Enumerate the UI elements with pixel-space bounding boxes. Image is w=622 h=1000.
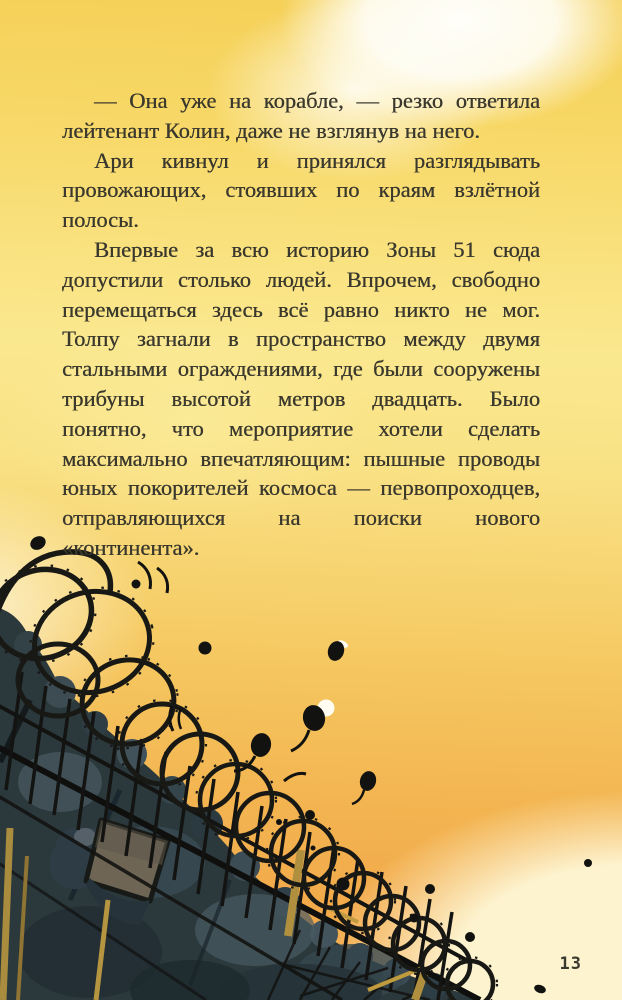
story-text xyxy=(62,86,540,563)
story-paragraph: — Она уже на корабле, — резко ответила лейтенант Колин, даже не взглянув на него. xyxy=(62,88,540,143)
fence-mesh xyxy=(268,930,430,1000)
crowd-silhouette xyxy=(0,608,480,1000)
gold-posts xyxy=(3,828,424,1000)
page-number: 13 xyxy=(559,954,582,974)
story-paragraph: Впервые за всю историю Зоны 51 сюда допустили столько людей. Впрочем, свободно перемещаться здесь всё равно никто не мог. Толпу загнали в пространство между двумя стальными ограждениями, где были сооружены трибуны высотой метров двадцать. Было понятно, что мероприятие хотели сделать максимально впечатляющим: пышные проводы юных покорителей космоса — первопроходцев, отправляющихся на поиски нового «континента». xyxy=(62,236,540,560)
protester-with-sign xyxy=(50,820,168,925)
barbed-wire-coils xyxy=(0,552,497,1000)
balloons xyxy=(28,533,592,994)
fence-structure xyxy=(0,672,480,1000)
story-paragraph: Ари кивнул и принялся разглядывать провожающих, стоявших по краям взлётной полосы. xyxy=(62,147,540,233)
placard xyxy=(86,820,168,901)
